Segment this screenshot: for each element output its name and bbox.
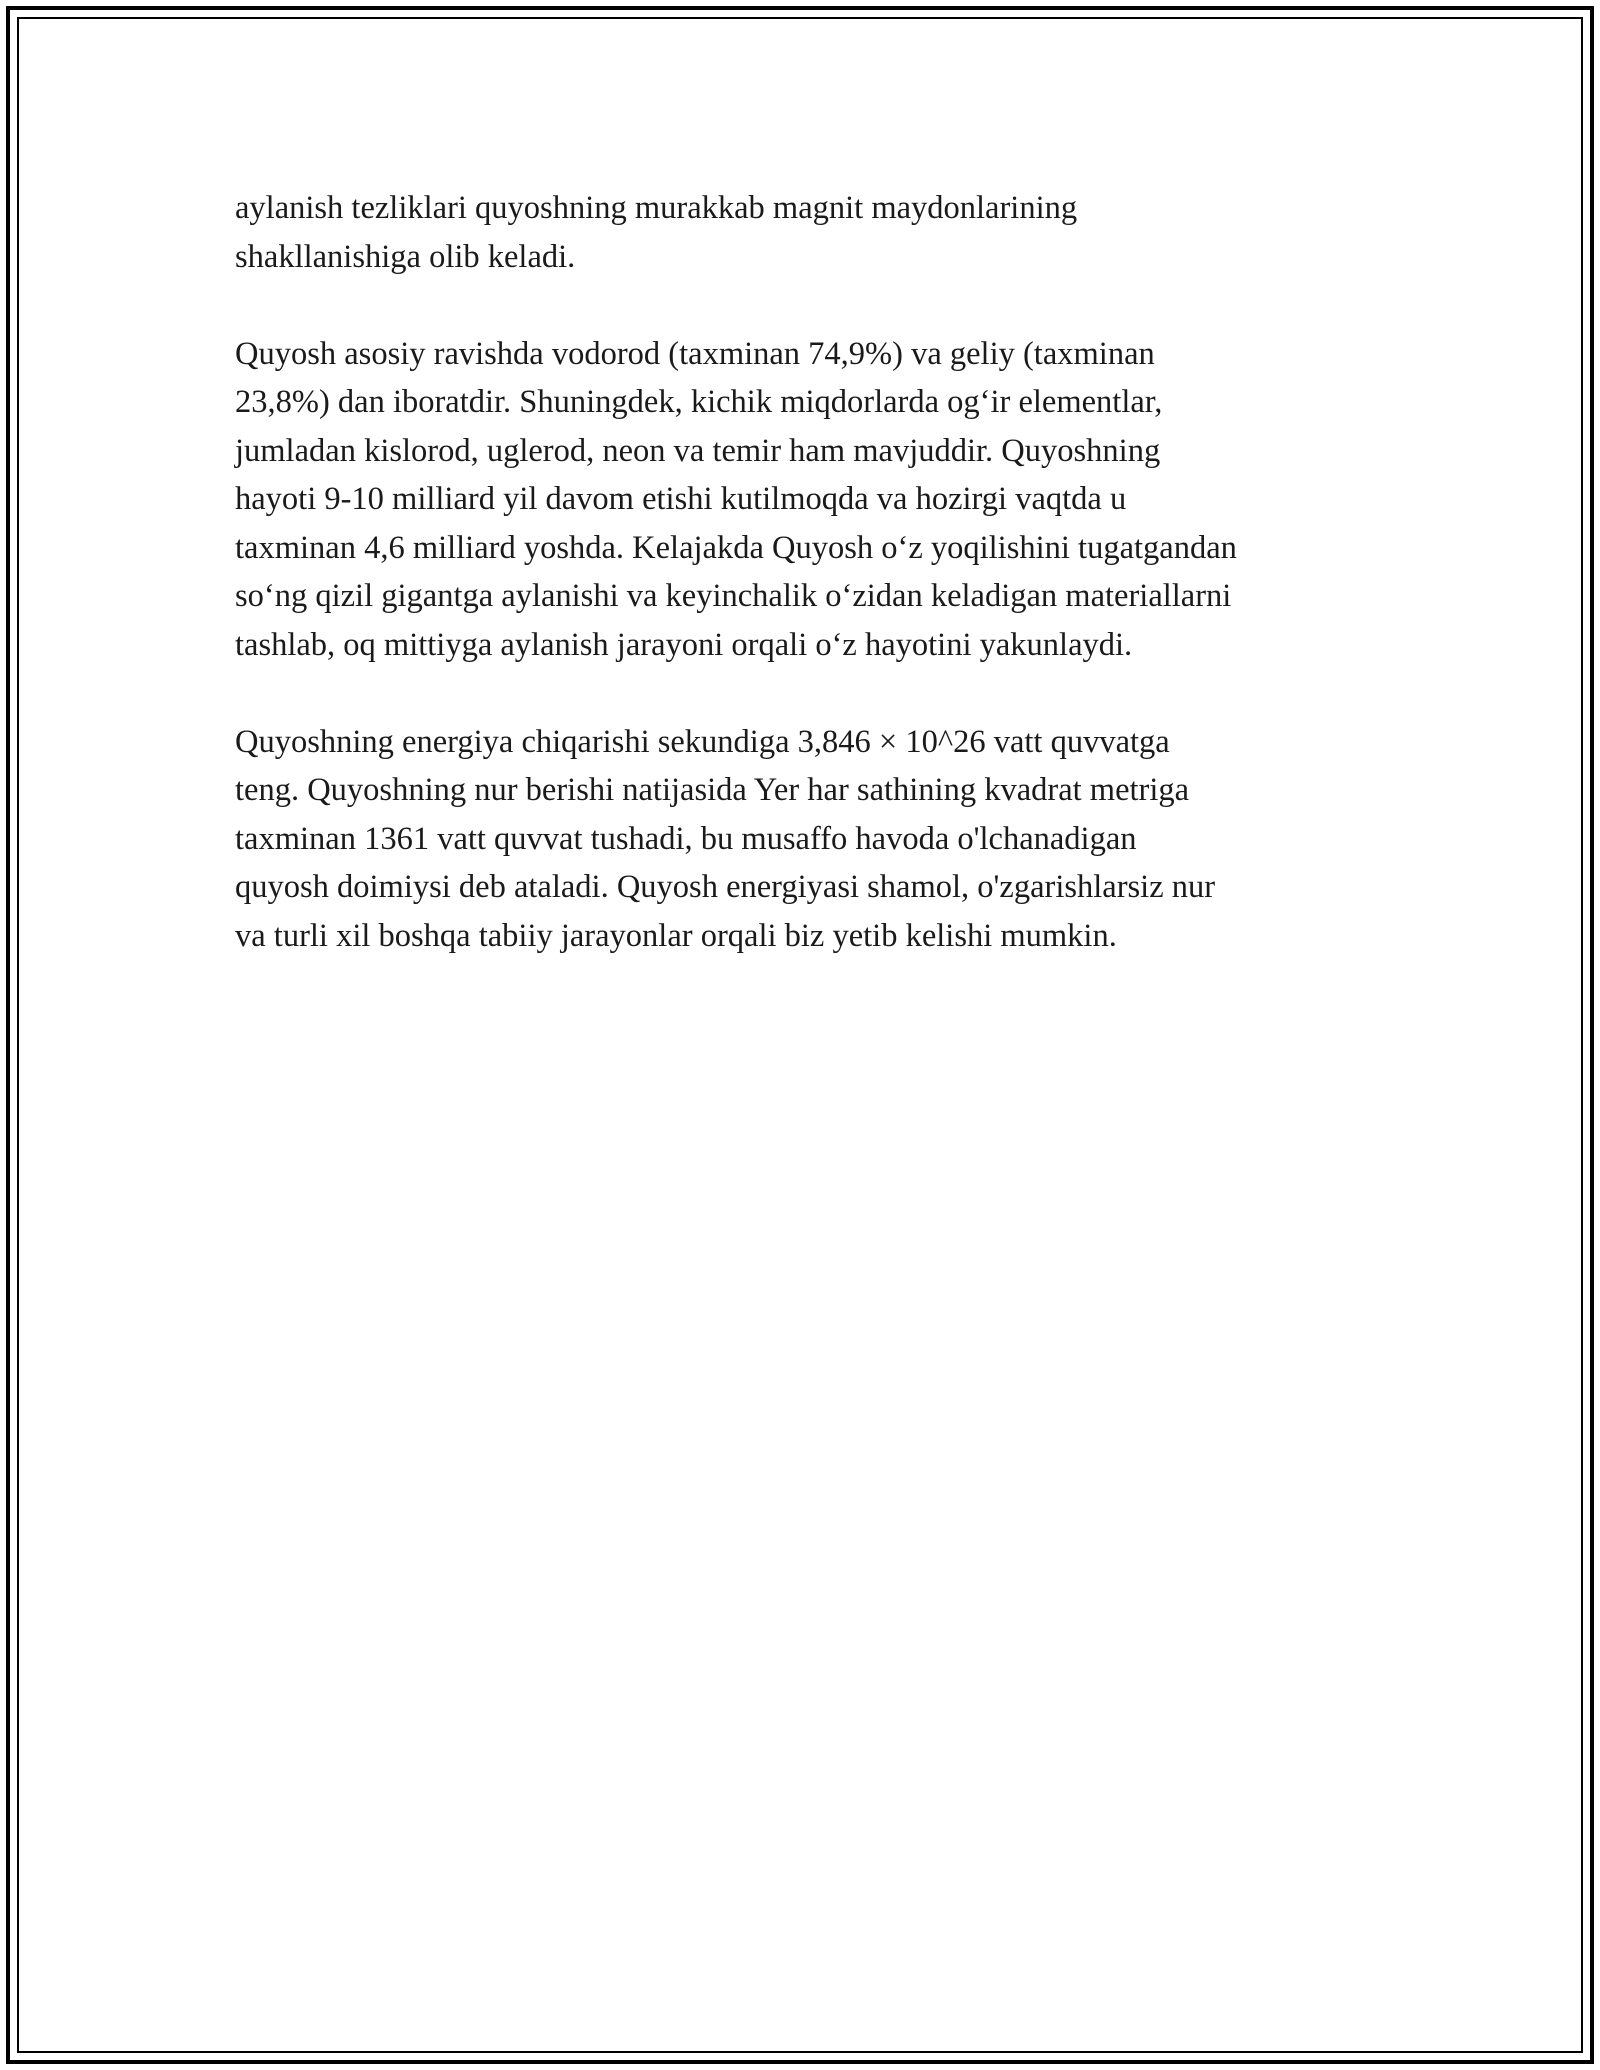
text-line: Quyoshning energiya chiqarishi sekundiga 3,846 × 10^26 vatt quvvatga: [235, 723, 1170, 760]
document-body: [235, 184, 1375, 1009]
text-line: teng. Quyoshning nur berishi natijasida Yer har sathining kvadrat metriga: [235, 772, 1190, 808]
text-line: 23,8%) dan iboratdir. Shuningdek, kichik miqdorlarda ogʻir elementlar,: [235, 384, 1163, 420]
text-line: va turli xil boshqa tabiiy jarayonlar orqali biz yetib kelishi mumkin.: [235, 917, 1117, 954]
text-line: quyosh doimiysi deb ataladi. Quyosh energiyasi shamol, o'zgarishlarsiz nur: [235, 869, 1216, 905]
text-line: jumladan kislorod, uglerod, neon va temir ham mavjuddir. Quyoshning: [235, 432, 1161, 469]
text-line: aylanish tezliklari quyoshning murakkab magnit maydonlarining: [235, 190, 1078, 226]
text-line: tashlab, oq mittiyga aylanish jarayoni orqali oʻz hayotini yakunlaydi.: [235, 626, 1133, 663]
text-line: taxminan 1361 vatt quvvat tushadi, bu musaffo havoda o'lchanadigan: [235, 820, 1137, 857]
text-line: Quyosh asosiy ravishda vodorod (taxminan 74,9%) va geliy (taxminan: [235, 335, 1155, 372]
paragraph-2: [235, 330, 1375, 670]
text-line: hayoti 9-10 milliard yil davom etishi kutilmoqda va hozirgi vaqtda u: [235, 481, 1127, 517]
text-line: shakllanishiga olib keladi.: [235, 238, 576, 275]
paragraph-3: [235, 718, 1375, 961]
text-line: taxminan 4,6 milliard yoshda. Kelajakda Quyosh oʻz yoqilishini tugatgandan: [235, 529, 1237, 566]
paragraph-1: [235, 184, 1375, 281]
text-line: soʻng qizil gigantga aylanishi va keyinchalik oʻzidan keladigan materiallarni: [235, 578, 1232, 614]
